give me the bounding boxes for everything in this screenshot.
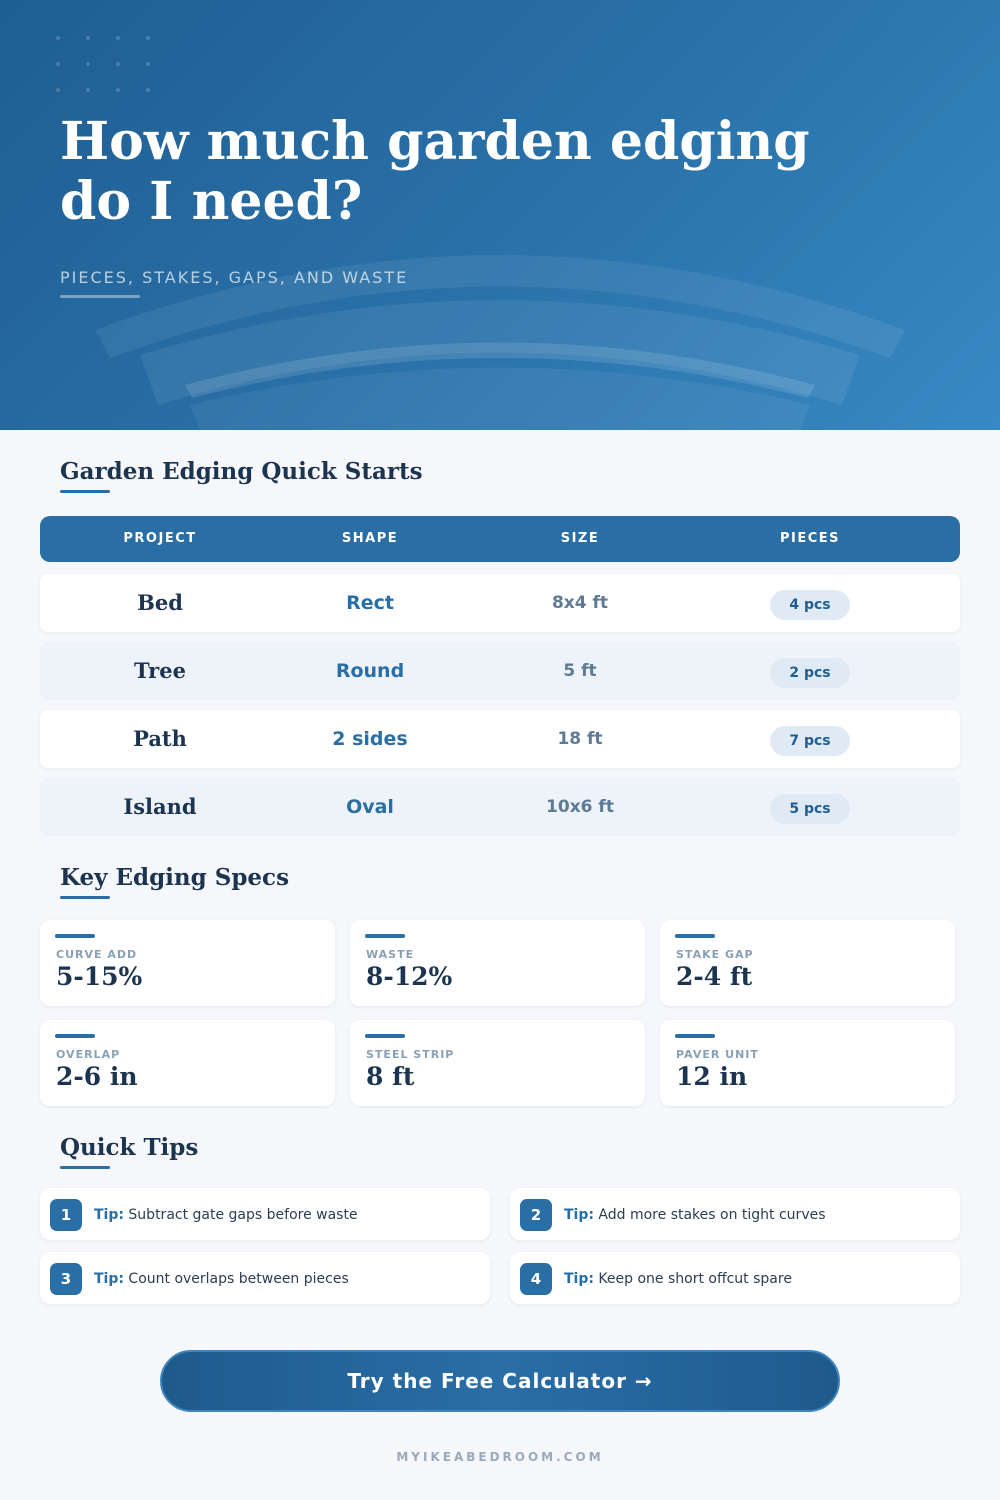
subtitle-underline <box>60 295 140 298</box>
tip-text <box>94 1252 349 1306</box>
section-title-key-specs: Key Edging Specs <box>60 864 290 891</box>
cell-size: 18 ft <box>557 729 603 749</box>
cell-shape: Oval <box>346 796 394 818</box>
spec-label: OVERLAP <box>56 1048 121 1061</box>
tip-prefix: Tip: <box>94 1271 124 1287</box>
spec-label: CURVE ADD <box>56 948 138 961</box>
cell-size: 10x6 ft <box>546 797 614 817</box>
cell-project: Bed <box>137 590 183 615</box>
section-title-quick-tips: Quick Tips <box>60 1134 199 1161</box>
column-header-project: PROJECT <box>123 531 197 546</box>
cell-shape: Rect <box>346 592 394 614</box>
section-title-quick-starts: Garden Edging Quick Starts <box>60 458 423 485</box>
tip-body: Add more stakes on tight curves <box>598 1207 826 1223</box>
spec-label: STAKE GAP <box>676 948 754 961</box>
cell-size: 5 ft <box>563 661 597 681</box>
cell-project: Tree <box>134 658 186 683</box>
pieces-badge: 5 pcs <box>770 794 850 824</box>
cell-size: 8x4 ft <box>551 593 609 613</box>
tip-text <box>564 1188 826 1242</box>
table-row <box>40 574 960 632</box>
tip-text <box>564 1252 792 1306</box>
tip-number-badge: 4 <box>520 1263 552 1295</box>
tip-card <box>510 1252 960 1304</box>
spec-card-stake-gap <box>660 920 955 1006</box>
spec-accent-bar <box>675 1034 715 1038</box>
spec-accent-bar <box>55 934 95 938</box>
spec-value: 12 in <box>676 1062 748 1091</box>
pieces-badge: 7 pcs <box>770 726 850 756</box>
cell-project: Path <box>133 726 187 751</box>
table-row <box>40 710 960 768</box>
column-header-shape: SHAPE <box>341 531 399 546</box>
spec-accent-bar <box>365 1034 405 1038</box>
spec-value: 2-4 ft <box>676 962 753 991</box>
spec-card-waste <box>350 920 645 1006</box>
pieces-badge: 2 pcs <box>770 658 850 688</box>
section-underline <box>60 896 110 899</box>
spec-card-steel-strip <box>350 1020 645 1106</box>
cell-shape: 2 sides <box>332 728 408 750</box>
spec-card-overlap <box>40 1020 335 1106</box>
hero-banner <box>0 0 1000 430</box>
tip-body: Keep one short offcut spare <box>598 1271 792 1287</box>
spec-value: 8-12% <box>366 962 453 991</box>
table-header <box>40 516 960 562</box>
tip-body: Subtract gate gaps before waste <box>128 1207 358 1223</box>
cell-shape: Round <box>335 660 405 682</box>
tip-number-badge: 2 <box>520 1199 552 1231</box>
column-header-pieces: PIECES <box>779 531 841 546</box>
spec-card-curve-add <box>40 920 335 1006</box>
spec-value: 2-6 in <box>56 1062 138 1091</box>
section-underline <box>60 1166 110 1169</box>
tip-prefix: Tip: <box>564 1207 594 1223</box>
column-header-size: SIZE <box>560 531 600 546</box>
spec-accent-bar <box>365 934 405 938</box>
spec-value: 5-15% <box>56 962 143 991</box>
section-underline <box>60 490 110 493</box>
spec-accent-bar <box>55 1034 95 1038</box>
spec-label: PAVER UNIT <box>676 1048 759 1061</box>
spec-accent-bar <box>675 934 715 938</box>
cell-project: Island <box>123 794 197 819</box>
table-row <box>40 778 960 836</box>
tip-card <box>510 1188 960 1240</box>
spec-card-paver-unit <box>660 1020 955 1106</box>
page-title: How much garden edging do I need? <box>60 111 810 232</box>
page-subtitle: PIECES, STAKES, GAPS, AND WASTE <box>60 268 409 287</box>
try-calculator-button[interactable]: Try the Free Calculator → <box>160 1350 840 1412</box>
tip-number-badge: 1 <box>50 1199 82 1231</box>
tip-text <box>94 1188 358 1242</box>
footer-site-name: MYIKEABEDROOM.COM <box>396 1450 604 1464</box>
pieces-badge: 4 pcs <box>770 590 850 620</box>
spec-label: STEEL STRIP <box>366 1048 455 1061</box>
tip-prefix: Tip: <box>94 1207 124 1223</box>
tip-number-badge: 3 <box>50 1263 82 1295</box>
spec-value: 8 ft <box>366 1062 415 1091</box>
tip-body: Count overlaps between pieces <box>128 1271 349 1287</box>
tip-card <box>40 1252 490 1304</box>
tip-prefix: Tip: <box>564 1271 594 1287</box>
tip-card <box>40 1188 490 1240</box>
table-row <box>40 642 960 700</box>
spec-label: WASTE <box>366 948 415 961</box>
